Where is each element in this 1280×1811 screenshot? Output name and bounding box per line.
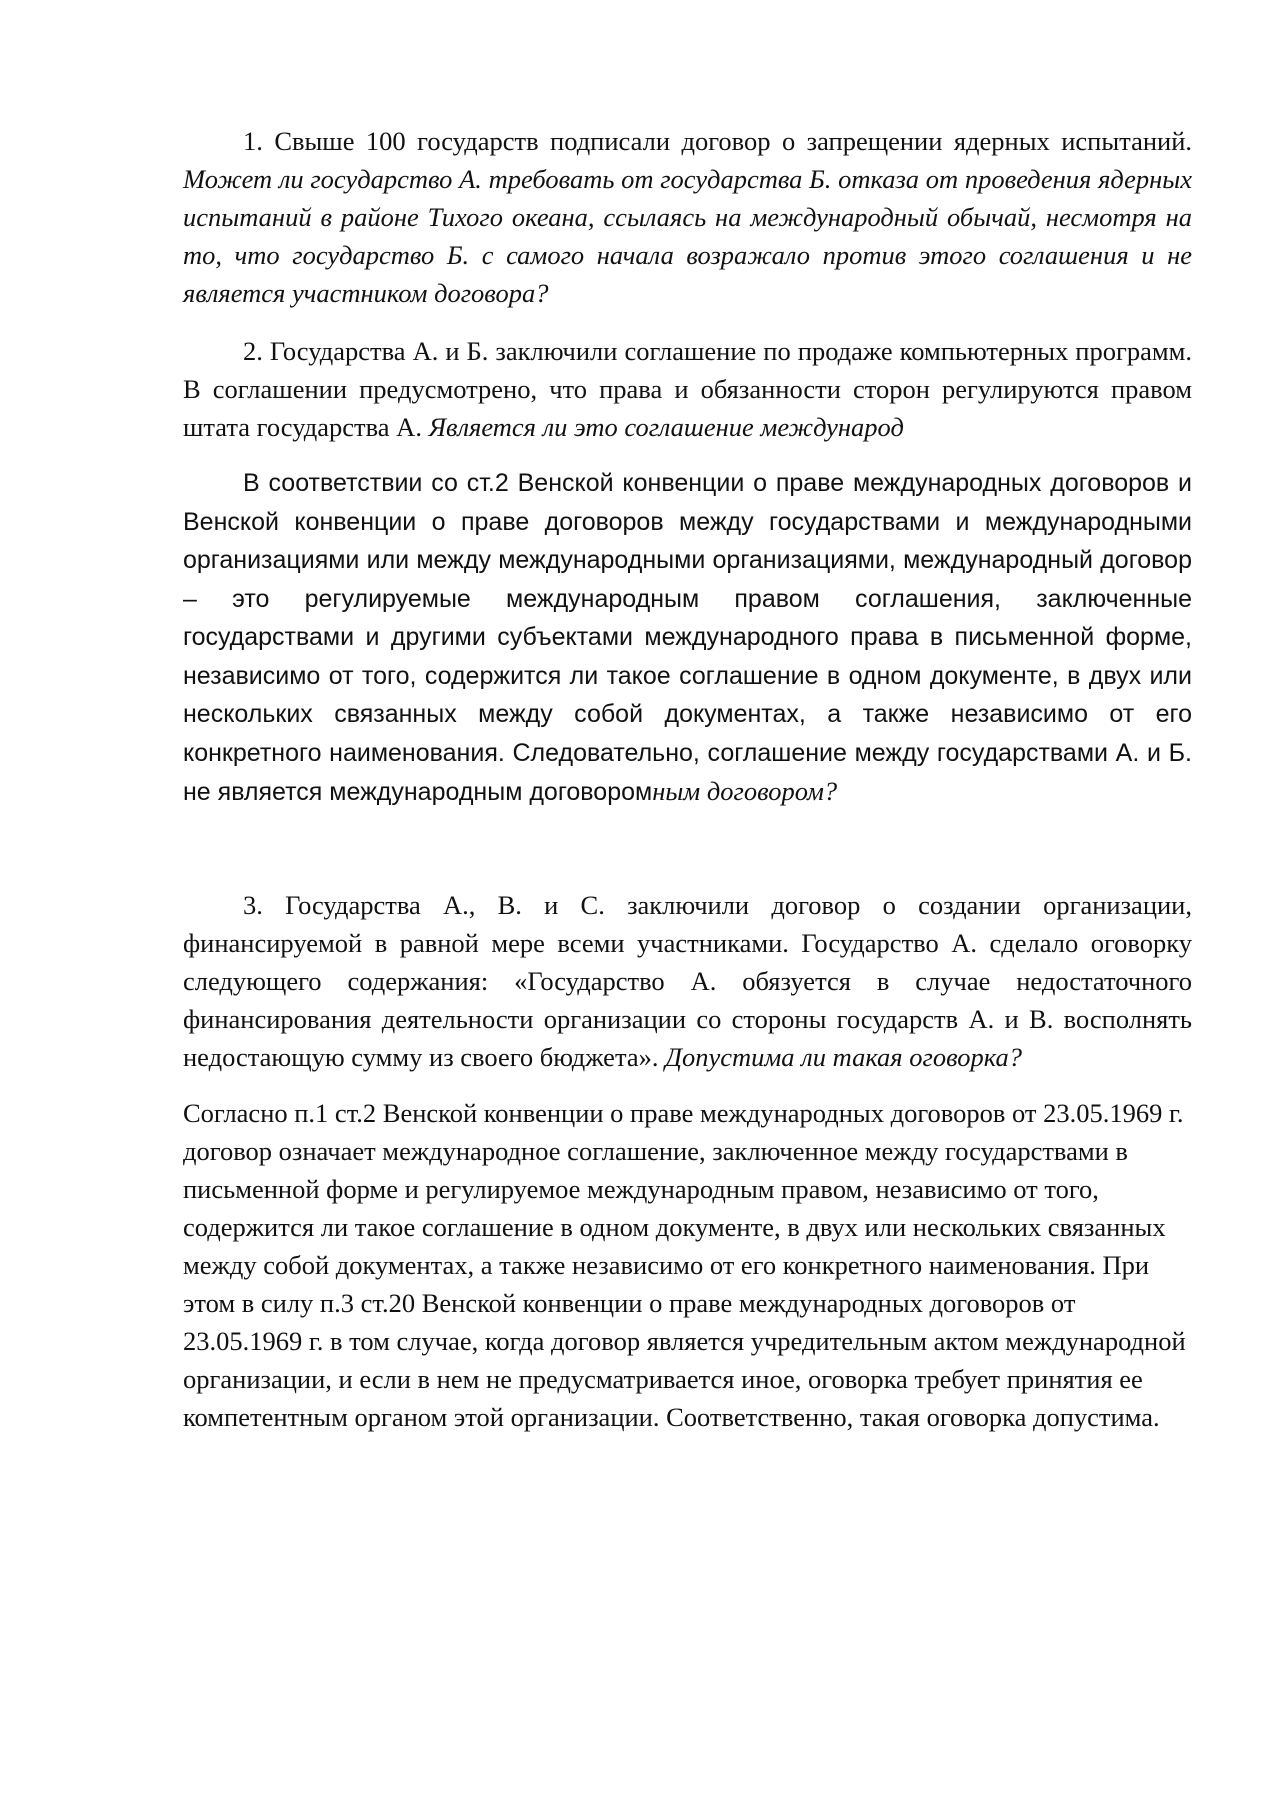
task-2-paragraph: [183, 332, 1192, 446]
task-3-paragraph: [183, 886, 1192, 1076]
task-3-question: Допустима ли такая оговорка?: [665, 1041, 1022, 1072]
task-1-paragraph: [183, 122, 1192, 312]
task-3-answer: Согласно п.1 ст.2 Венской конвенции о праве международных договоров от 23.05.1969 г. договор означает международное соглашение, заключенное между государствами в письменной форме и регулируемое международным правом, независимо от того, содержится ли такое соглашение в одном документе, в двух или нескольких связанных между собой документах, а также независимо от его конкретного наименования. При этом в силу п.3 ст.20 Венской конвенции о праве международных договоров от 23.05.1969 г. в том случае, когда договор является учредительным актом международной организации, и если в нем не предусматривается иное, оговорка требует принятия ее компетентным органом этой организации. Соответственно, такая оговорка допустима.: [183, 1097, 1186, 1432]
task-2-answer-paragraph: [183, 464, 1192, 812]
task-2-question-fragment: Является ли это соглашение международ: [428, 412, 904, 442]
task-1-question: Может ли государство А. требовать от государства Б. отказа от проведения ядерных испытаний в районе Тихого океана, ссылаясь на международный обычай, несмотря на то, что государство Б. с самого начала возражало против этого соглашения и не является участником договора?: [183, 164, 1192, 308]
task-2-question-tail: ным договором?: [652, 776, 838, 806]
task-1-statement: 1. Свыше 100 государств подписали договор о запрещении ядерных испытаний.: [243, 126, 1192, 156]
task-3-answer-paragraph: [183, 1094, 1192, 1436]
task-2-statement: 2. Государства А. и Б. заключили соглашение по продаже компьютерных программ. В соглашении предусмотрено, что права и обязанности сторон регулируются правом штата государства А.: [183, 336, 1192, 442]
task-2-answer: В соответствии со ст.2 Венской конвенции о праве международных договоров и Венской конвенции о праве договоров между государствами и международными организациями или между международными организациями, международный договор – это регулируемые международным правом соглашения, заключенные государствами и другими субъектами международного права в письменной форме, независимо от того, содержится ли такое соглашение в одном документе, в двух или нескольких связанных между собой документах, а также независимо от его конкретного наименования. Следовательно, соглашение между государствами А. и Б. не является международным договором: [183, 469, 1192, 806]
document-page: [183, 122, 1192, 1436]
task-3-statement: 3. Государства А., В. и С. заключили договор о создании организации, финансируемой в равной мере всеми участниками. Государство А. сделало оговорку следующего содержания: «Государство А. обязуется в случае недостаточного финансирования деятельности организации со стороны государств А. и В. восполнять недостающую сумму из своего бюджета».: [183, 889, 1192, 1072]
